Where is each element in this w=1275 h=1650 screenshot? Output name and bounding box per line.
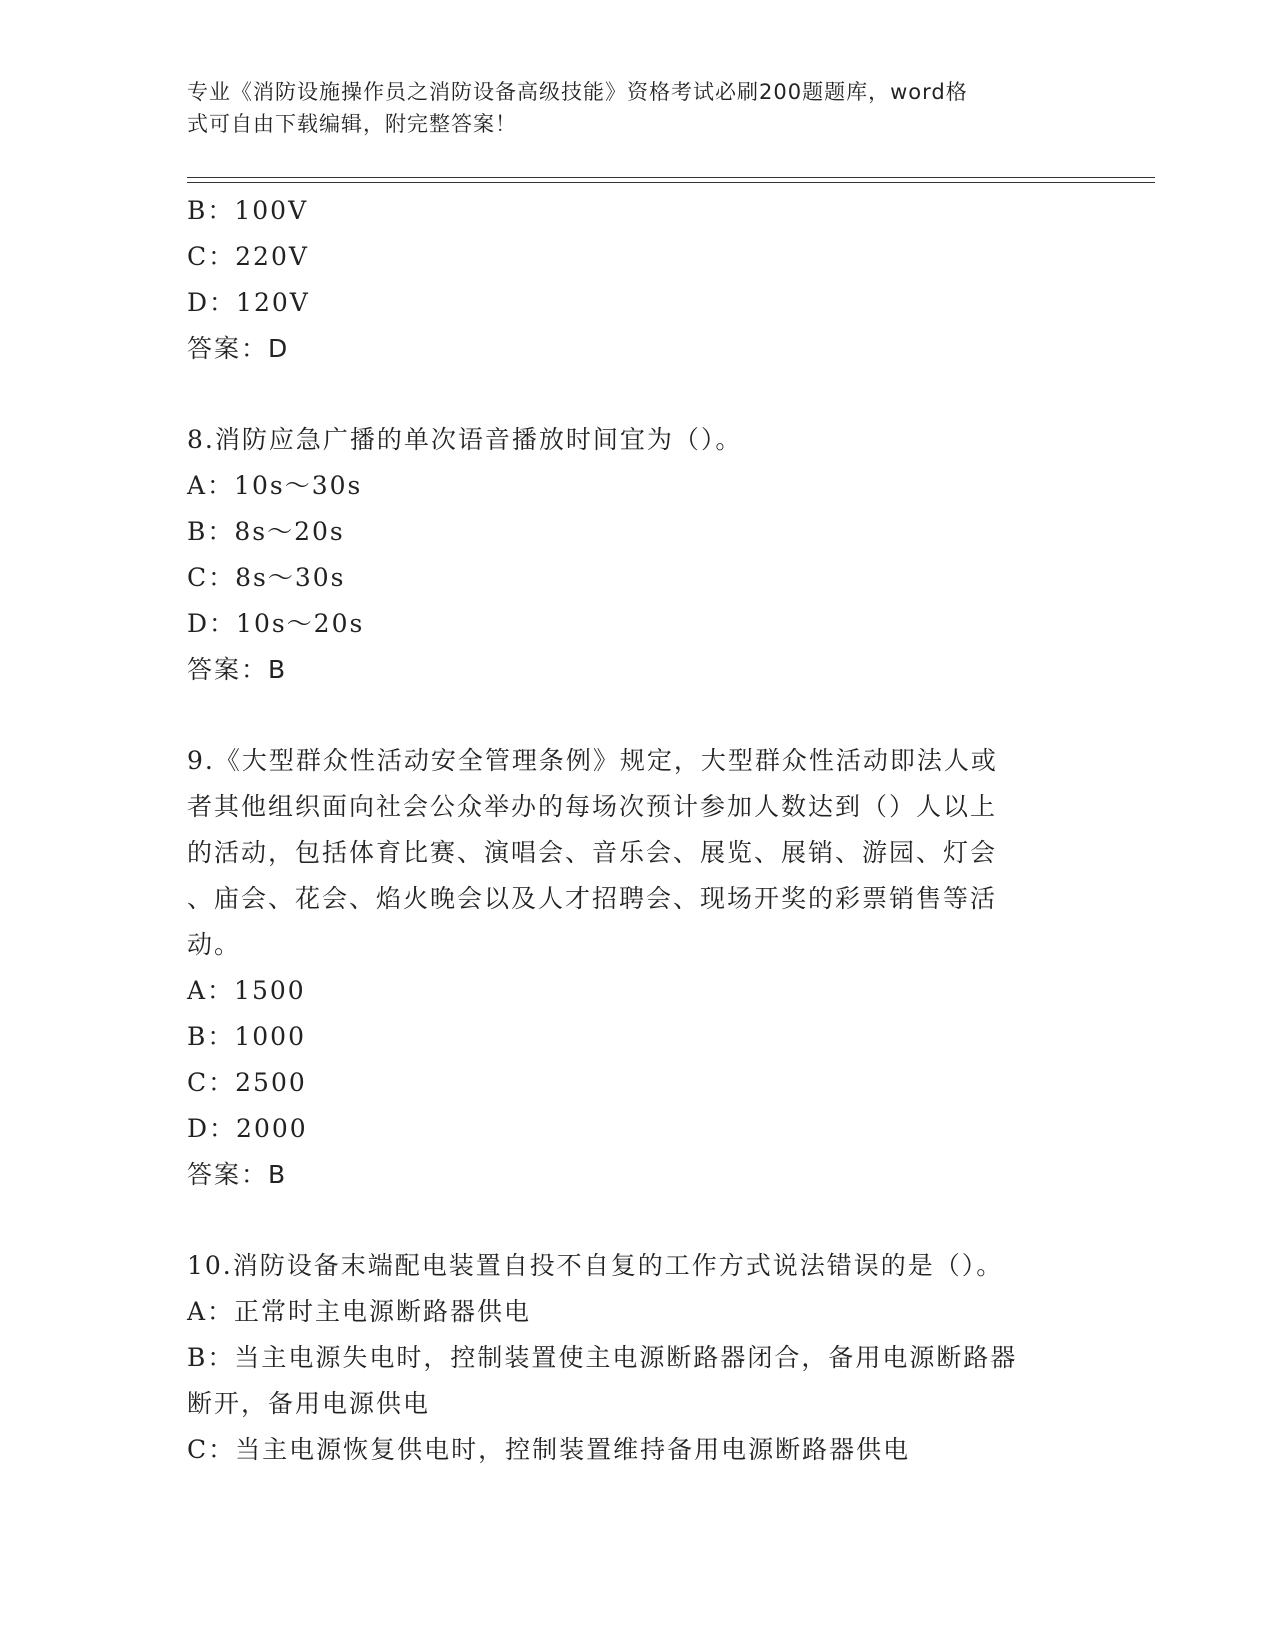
document-body [187,188,1087,1473]
option-b-line-1: B：当主电源失电时，控制装置使主电源断路器闭合，备用电源断路器 [187,1343,1018,1372]
option-c: C：当主电源恢复供电时，控制装置维持备用电源断路器供电 [187,1435,911,1464]
answer: 答案：B [187,655,288,684]
option-b: B：100V [187,196,309,225]
page-header [187,76,1067,140]
question-text-line-5: 动。 [187,930,242,959]
spacer [187,693,1087,738]
option-b: B：1000 [187,1022,306,1051]
answer: 答案：D [187,334,290,363]
option-a: A：1500 [187,976,306,1005]
question-text-line-1: 9.《大型群众性活动安全管理条例》规定，大型群众性活动即法人或 [187,746,998,775]
question-7-block [187,188,1087,372]
question-10-block [187,1243,1087,1473]
header-line-2: 式可自由下载编辑，附完整答案！ [187,112,517,136]
option-d: D：120V [187,288,310,317]
question-text-line-4: 、庙会、花会、焰火晚会以及人才招聘会、现场开奖的彩票销售等活 [187,884,998,913]
option-a: A：正常时主电源断路器供电 [187,1297,532,1326]
spacer [187,372,1087,417]
header-rule-bottom [187,182,1155,183]
question-text: 8.消防应急广播的单次语音播放时间宜为（）。 [187,425,743,454]
option-c: C：8s～30s [187,563,346,592]
header-rule-top [187,177,1155,178]
question-text-line-2: 者其他组织面向社会公众举办的每场次预计参加人数达到（）人以上 [187,792,998,821]
option-c: C：2500 [187,1068,307,1097]
spacer [187,1198,1087,1243]
option-a: A：10s～30s [187,471,363,500]
question-text-line-3: 的活动，包括体育比赛、演唱会、音乐会、展览、展销、游园、灯会 [187,838,998,867]
question-9-block [187,738,1087,1198]
header-line-1: 专业《消防设施操作员之消防设备高级技能》资格考试必刷200题题库，word格 [187,80,968,104]
option-d: D：2000 [187,1114,308,1143]
question-text: 10.消防设备末端配电装置自投不自复的工作方式说法错误的是（）。 [187,1251,1004,1280]
option-b-line-2: 断开，备用电源供电 [187,1389,431,1418]
option-b: B：8s～20s [187,517,345,546]
option-c: C：220V [187,242,309,271]
question-8-block [187,417,1087,693]
option-d: D：10s～20s [187,609,365,638]
answer: 答案：B [187,1160,288,1189]
